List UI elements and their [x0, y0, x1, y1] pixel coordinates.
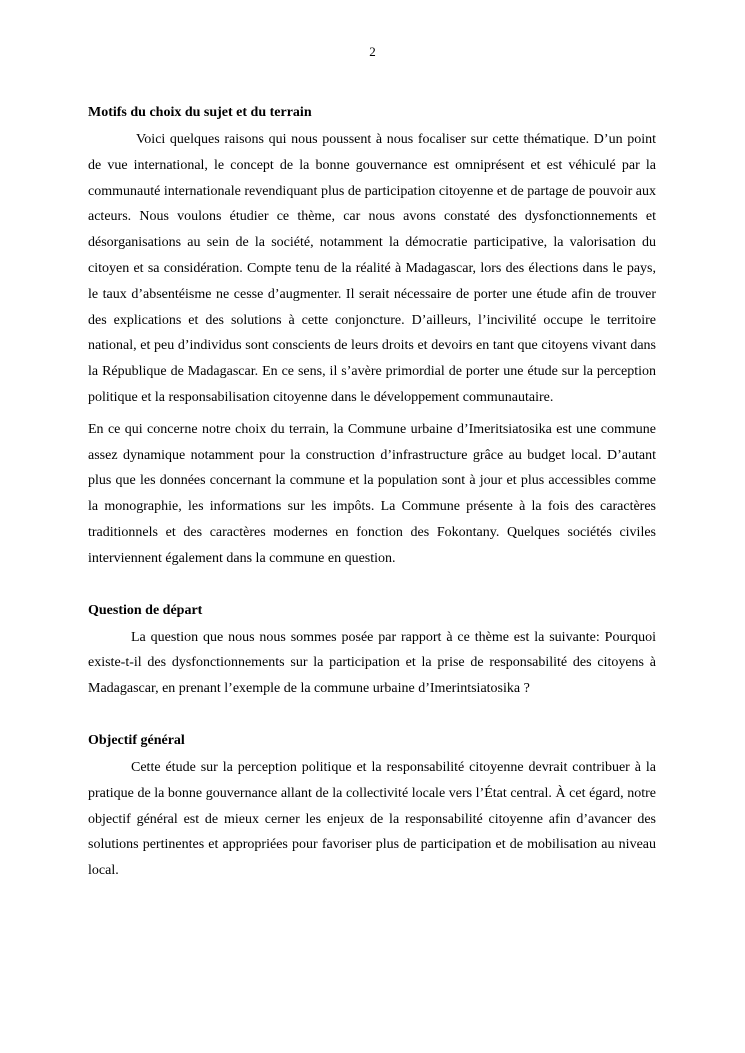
section-heading-objectif: Objectif général — [88, 732, 185, 748]
paragraph-motifs-terrain: En ce qui concerne notre choix du terrain, la Commune urbaine d’Imeritsiatosika est une commune assez dynamique notamment pour la construction d’infrastructure grâce au budget local. D’autant plus que les données concernant la commune et la population sont à jour et plus accessibles comme la monographie, les informations sur les impôts. La Commune présente à la fois des caractères traditionnels et des caractères modernes en fonction des Fokontany. Quelques sociétés civiles interviennent également dans la commune en question. — [88, 421, 656, 566]
section-heading-motifs: Motifs du choix du sujet et du terrain — [88, 105, 312, 120]
paragraph-question: La question que nous nous sommes posée par rapport à ce thème est la suivante: Pourquoi existe-t-il des dysfonctionnements sur la participation et la prise de responsabilité des citoyens à Madagascar, en prenant l’exemple de la commune urbaine d’Imerintsiatosika ? — [88, 629, 656, 697]
page-number: 2 — [369, 44, 376, 59]
section-objectif-general — [88, 731, 656, 884]
paragraph-motifs-raisons: Voici quelques raisons qui nous poussent à nous focaliser sur cette thématique. D’un point de vue international, le concept de la bonne gouvernance est omniprésent et est véhiculé par la communauté internationale revendiquant plus de participation citoyenne et de partage de pouvoir aux acteurs. Nous voulons étudier ce thème, car nous avons constaté des dysfonctionnements et désorganisations au sein de la société, notamment la démocratie participative, la valorisation du citoyen et sa considération. Compte tenu de la réalité à Madagascar, lors des élections dans le pays, le taux d’absentéisme ne cesse d’augmenter. Il serait nécessaire de porter une étude afin de trouver des explications et des solutions à cette conjoncture. D’ailleurs, l’incivilité occupe le territoire national, et peu d’individus sont conscients de leurs droits et devoirs en tant que citoyens vivant dans la République de Madagascar. En ce sens, il s’avère primordial de porter une étude sur la perception politique et la responsabilisation citoyenne dans le développement communautaire. — [88, 132, 656, 405]
section-question-depart — [88, 601, 656, 702]
section-heading-question: Question de départ — [88, 602, 203, 618]
document-body — [88, 103, 656, 884]
section-motifs — [88, 103, 656, 572]
paragraph-objectif: Cette étude sur la perception politique et la responsabilité citoyenne devrait contribuer à la pratique de la bonne gouvernance allant de la collectivité locale vers l’État central. À cet égard, notre objectif général est de mieux cerner les enjeux de la responsabilité citoyenne afin d’avancer des solutions pertinentes et appropriées pour favoriser plus de participation et de mobilisation au niveau local. — [88, 759, 656, 879]
